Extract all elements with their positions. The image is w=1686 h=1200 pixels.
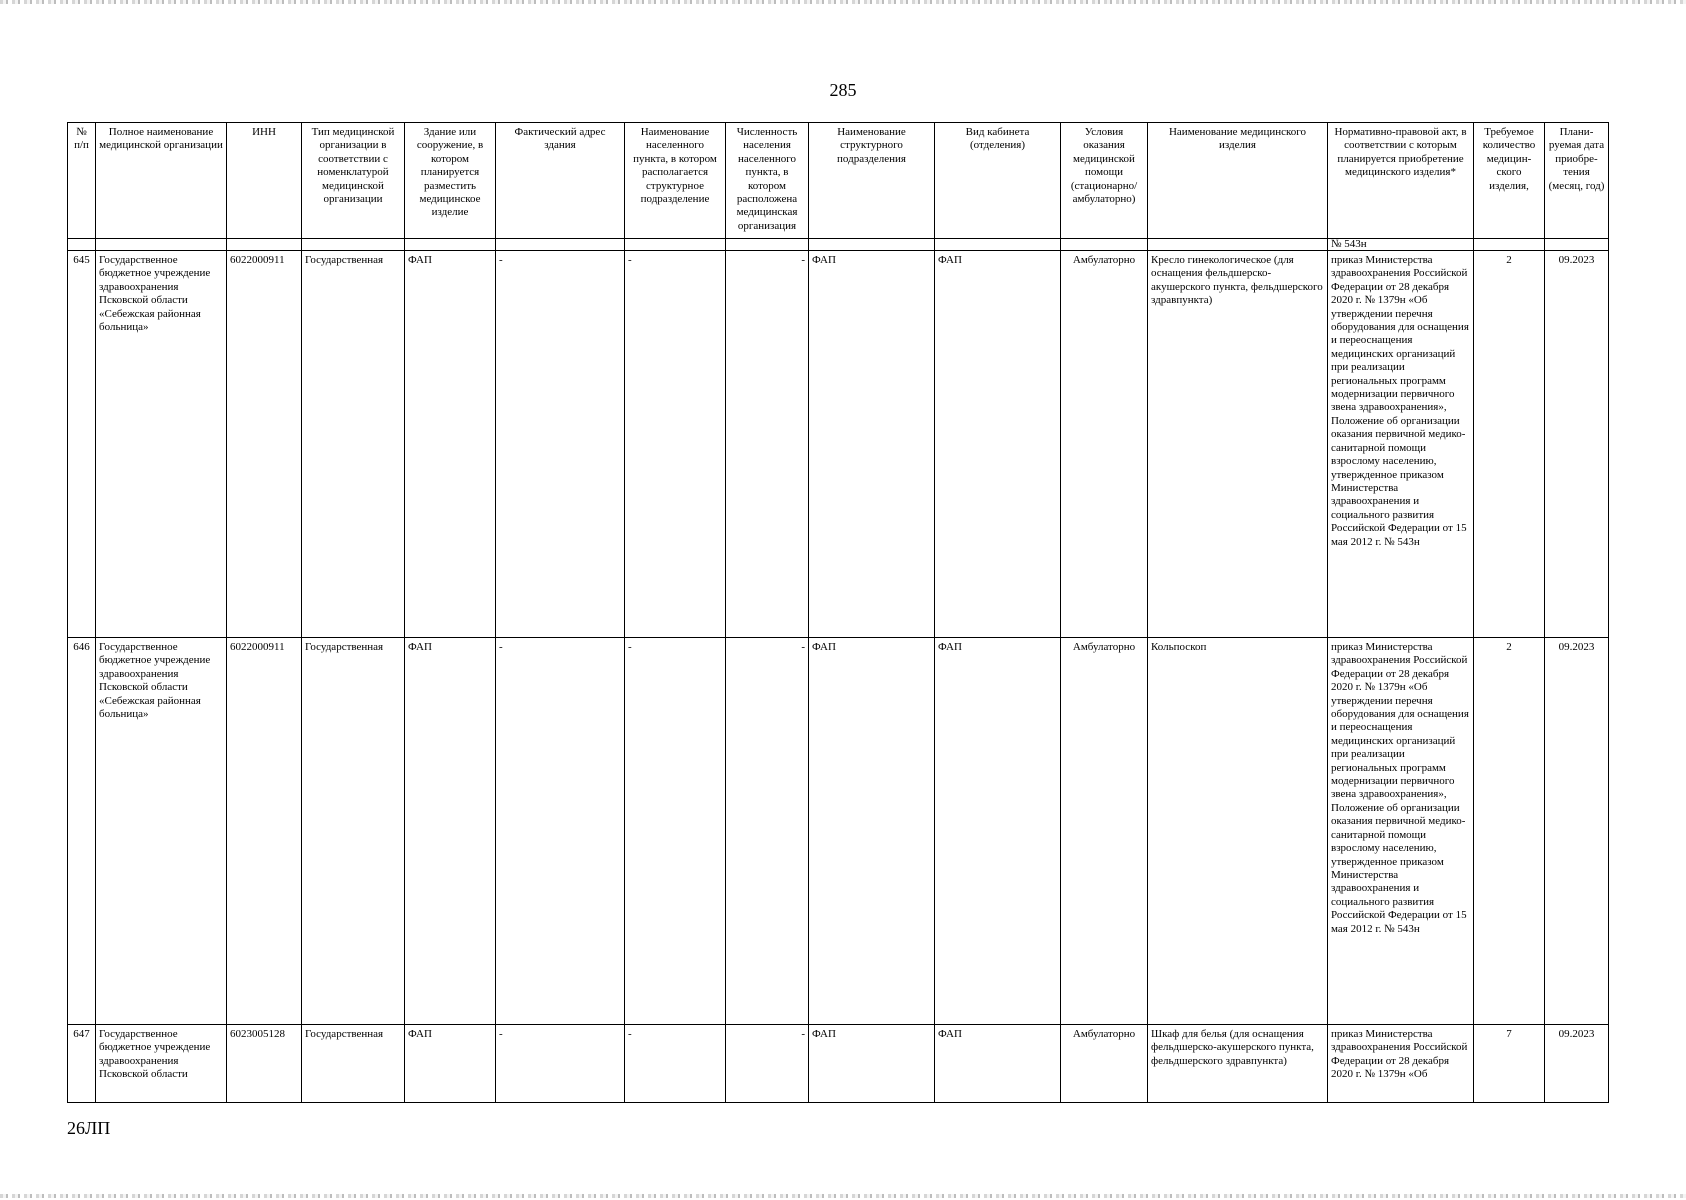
row-num: 645: [68, 251, 96, 638]
row-inn: 6023005128: [227, 1025, 302, 1103]
row-act: приказ Министерства здравоохранения Российской Федерации от 28 декабря 2020 г. № 1379н «Об: [1328, 1025, 1474, 1103]
row-quantity: 7: [1474, 1025, 1545, 1103]
row-population: -: [726, 251, 809, 638]
row-unit: ФАП: [809, 1025, 935, 1103]
header-address: Фактический адрес здания: [496, 123, 625, 239]
row-address: -: [496, 1025, 625, 1103]
row-type: Государственная: [302, 638, 405, 1025]
row-date: 09.2023: [1545, 251, 1609, 638]
row-org: Государственное бюджетное учреждение здравоохранения Псковской области «Себежская районная больница»: [96, 251, 227, 638]
row-building: ФАП: [405, 251, 496, 638]
row-num: 646: [68, 638, 96, 1025]
row-device: Кресло гинекологическое (для оснащения фельдшерско-акушерского пункта, фельдшерского здравпункта): [1148, 251, 1328, 638]
row-address: -: [496, 638, 625, 1025]
table-row: [68, 638, 1609, 1025]
row-type: Государственная: [302, 1025, 405, 1103]
row-org: Государственное бюджетное учреждение здравоохранения Псковской области: [96, 1025, 227, 1103]
row-conditions: Амбулаторно: [1061, 638, 1148, 1025]
row-settlement: -: [625, 638, 726, 1025]
row-population: -: [726, 1025, 809, 1103]
row-type: Государственная: [302, 251, 405, 638]
document-code: 26ЛП: [67, 1118, 111, 1138]
row-quantity: 2: [1474, 251, 1545, 638]
row-building: ФАП: [405, 1025, 496, 1103]
header-building: Здание или сооружение, в котором планируется разместить медицинское изделие: [405, 123, 496, 239]
table-row: [68, 1025, 1609, 1103]
scan-edge-top: [0, 0, 1686, 4]
row-room: ФАП: [935, 251, 1061, 638]
header-device: Наименование медицинского изделия: [1148, 123, 1328, 239]
row-act: приказ Министерства здравоохранения Российской Федерации от 28 декабря 2020 г. № 1379н «Об утверждении перечня оборудования для оснащения и переоснащения медицинских организаций при реализации региональных программ модернизации первичного звена здравоохранения», Положение об организации оказания первичной медико-санитарной помощи взрослому населению, утвержденное приказом Министерства здравоохранения и социального развития Российской Федерации от 15 мая 2012 г. № 543н: [1328, 251, 1474, 638]
table-row: [68, 251, 1609, 638]
row-num: 647: [68, 1025, 96, 1103]
header-room: Вид кабинета (отделения): [935, 123, 1061, 239]
row-date: 09.2023: [1545, 638, 1609, 1025]
scan-edge-bottom: [0, 1194, 1686, 1198]
row-conditions: Амбулаторно: [1061, 1025, 1148, 1103]
row-inn: 6022000911: [227, 251, 302, 638]
header-inn: ИНН: [227, 123, 302, 239]
row-population: -: [726, 638, 809, 1025]
header-unit: Наименование структурного подразделения: [809, 123, 935, 239]
header-conditions: Условия оказания медицинской помощи (стационарно/ амбулаторно): [1061, 123, 1148, 239]
row-building: ФАП: [405, 638, 496, 1025]
row-unit: ФАП: [809, 251, 935, 638]
carryover-row: [68, 239, 1609, 251]
equipment-table: [67, 122, 1609, 1103]
row-org: Государственное бюджетное учреждение здравоохранения Псковской области «Себежская районная больница»: [96, 638, 227, 1025]
row-inn: 6022000911: [227, 638, 302, 1025]
row-device: Шкаф для белья (для оснащения фельдшерско-акушерского пункта, фельдшерского здравпункта): [1148, 1025, 1328, 1103]
header-act: Нормативно-правовой акт, в соответствии с которым планируется приобретение медицинского изделия*: [1328, 123, 1474, 239]
row-settlement: -: [625, 1025, 726, 1103]
header-population: Численность населения населенного пункта, в котором расположена медицинская организация: [726, 123, 809, 239]
row-room: ФАП: [935, 638, 1061, 1025]
header-quantity: Требуемое количество медицин-ского изделия,: [1474, 123, 1545, 239]
row-act: приказ Министерства здравоохранения Российской Федерации от 28 декабря 2020 г. № 1379н «Об утверждении перечня оборудования для оснащения и переоснащения медицинских организаций при реализации региональных программ модернизации первичного звена здравоохранения», Положение об организации оказания первичной медико-санитарной помощи взрослому населению, утвержденное приказом Министерства здравоохранения и социального развития Российской Федерации от 15 мая 2012 г. № 543н: [1328, 638, 1474, 1025]
header-num: № п/п: [68, 123, 96, 239]
row-device: Кольпоскоп: [1148, 638, 1328, 1025]
row-date: 09.2023: [1545, 1025, 1609, 1103]
row-settlement: -: [625, 251, 726, 638]
header-date: Плани-руемая дата приобре-тения (месяц, год): [1545, 123, 1609, 239]
row-room: ФАП: [935, 1025, 1061, 1103]
carryover-text: № 543н: [1328, 239, 1474, 251]
header-row: [68, 123, 1609, 239]
header-type: Тип медицинской организации в соответствии с номенклатурой медицинской организации: [302, 123, 405, 239]
header-settlement: Наименование населенного пункта, в котором располагается структурное подразделение: [625, 123, 726, 239]
page-number: 285: [829, 80, 857, 100]
row-unit: ФАП: [809, 638, 935, 1025]
row-quantity: 2: [1474, 638, 1545, 1025]
row-address: -: [496, 251, 625, 638]
header-org: Полное наименование медицинской организации: [96, 123, 227, 239]
row-conditions: Амбулаторно: [1061, 251, 1148, 638]
